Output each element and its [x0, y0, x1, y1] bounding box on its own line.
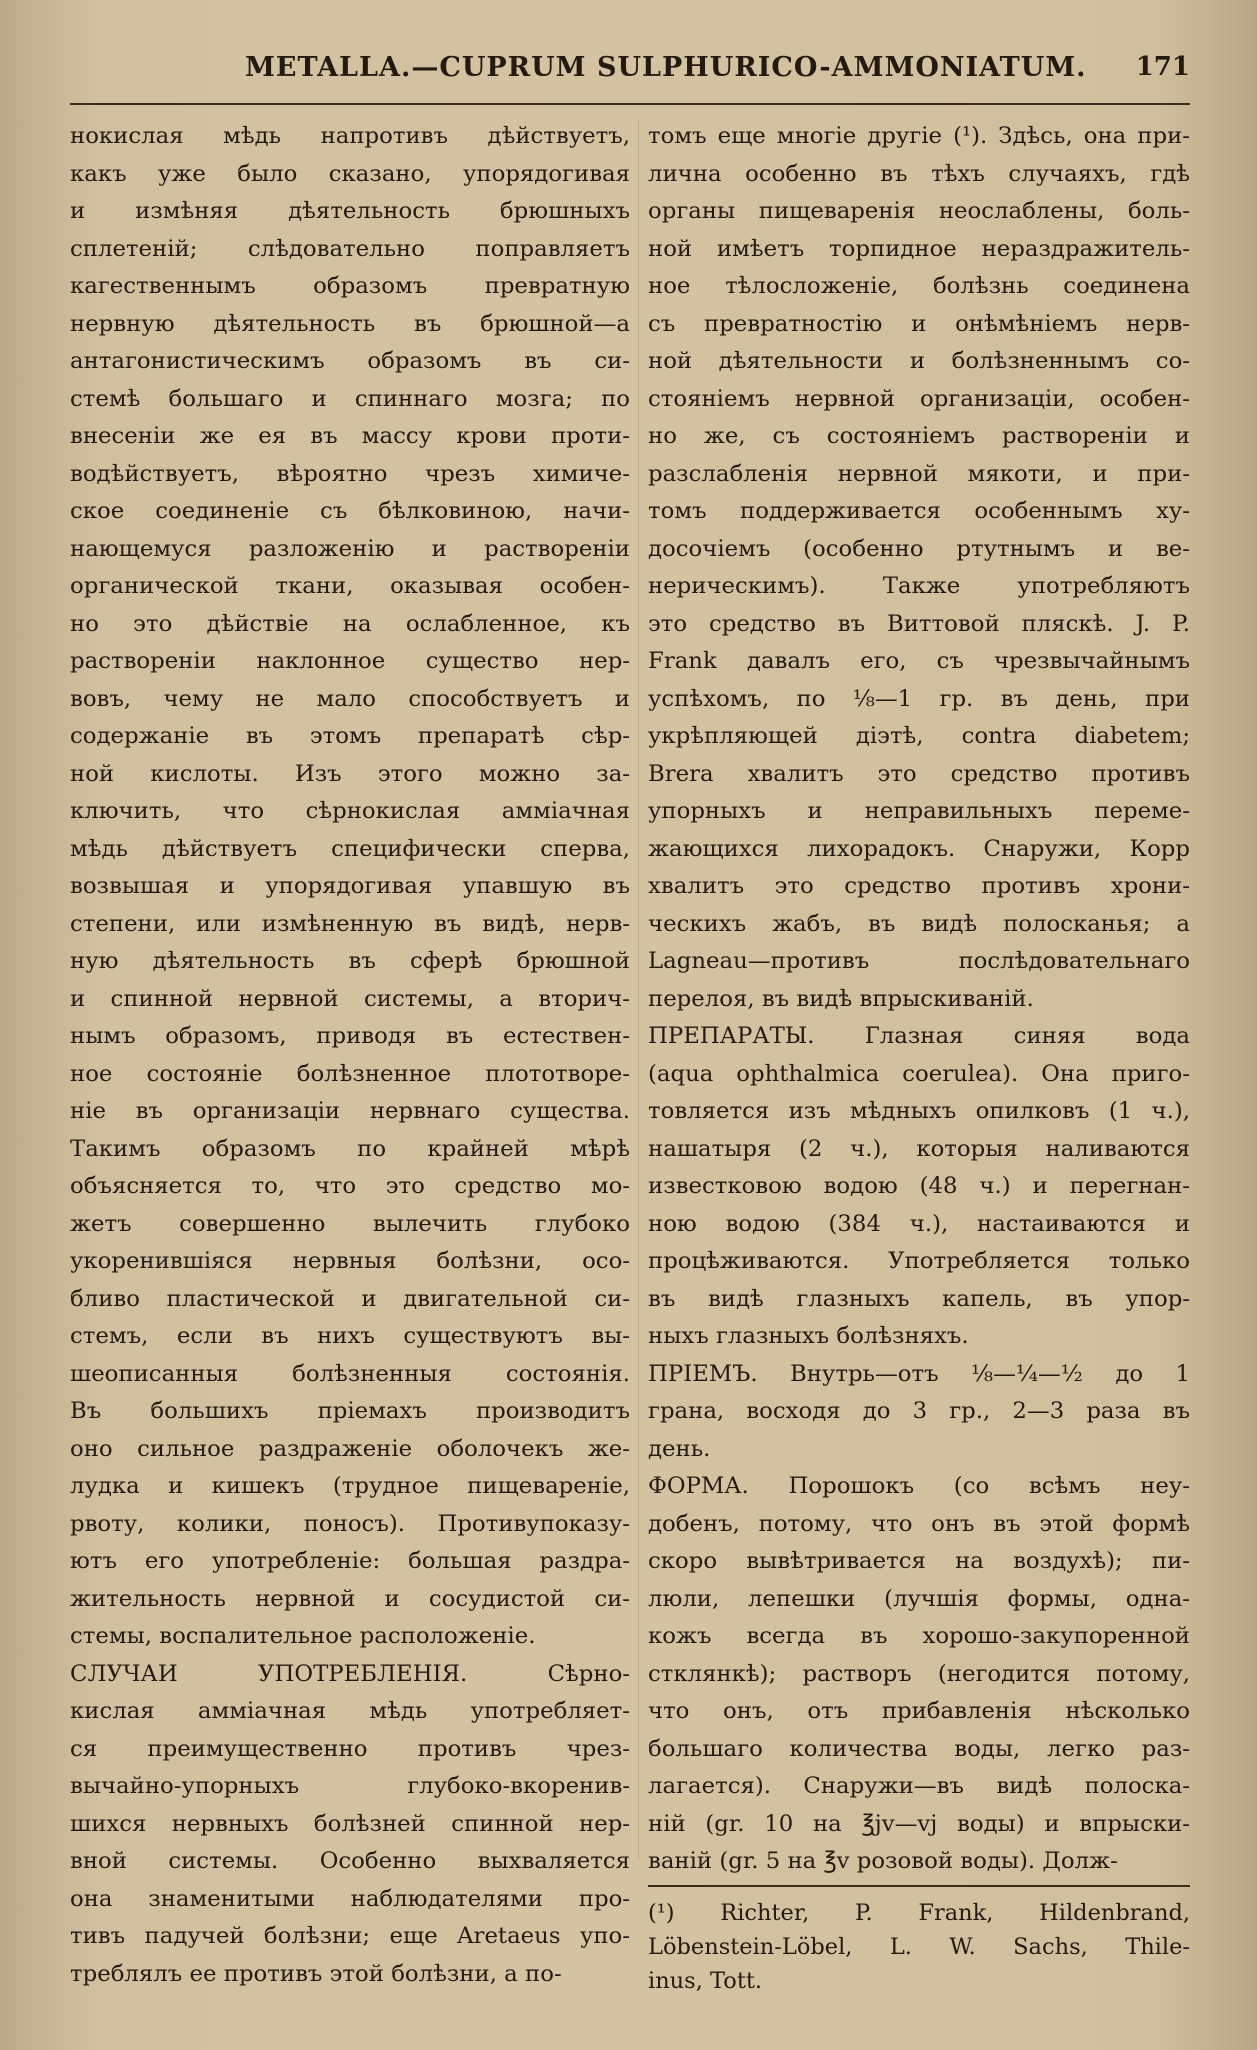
page-number: 171: [1135, 52, 1190, 82]
text-line: вной системы. Особенно выхваляется: [70, 1848, 630, 1874]
text-line: ное состояніе болѣзненное плототворе-: [70, 1060, 630, 1087]
text-line: нымъ образомъ, приводя въ естествен-: [70, 1023, 630, 1049]
text-line: ное тѣлосложеніе, болѣзнь соединена: [648, 273, 1190, 299]
text-line: нающемуся разложенію и раствореніи: [70, 535, 630, 562]
text-line: ключить, что сѣрнокислая аммiачная: [70, 798, 630, 824]
text-line: кислая аммiачная мѣдь употребляет-: [70, 1698, 630, 1724]
text-line: жающихся лихорадокъ. Снаружи, Корр: [648, 835, 1190, 862]
text-line: упорныхъ и неправильныхъ переме-: [648, 798, 1190, 824]
text-line: процѣживаются. Употребляется только: [648, 1248, 1190, 1274]
text-line: лична особенно въ тѣхъ случаяхъ, гдѣ: [648, 160, 1190, 187]
text-line: ваній (gr. 5 на ℥v розовой воды). Долж-: [648, 1848, 1118, 1874]
footnote-line: (¹) Richter, P. Frank, Hildenbrand,: [648, 1900, 1190, 1926]
text-line: оно сильное раздраженіе оболочекъ же-: [70, 1435, 630, 1462]
text-line: ній (gr. 10 на ℥jv—vj воды) и впрыски-: [648, 1810, 1190, 1837]
text-line: жительность нервной и сосудистой си-: [70, 1585, 630, 1612]
text-line: Brera хвалитъ это средство противъ: [648, 760, 1190, 787]
text-line: успѣхомъ, по ⅛—1 гр. въ день, при: [648, 685, 1190, 712]
text-line: стклянкѣ); растворъ (негодится потому,: [648, 1660, 1190, 1687]
text-line: ную дѣятельность въ сферѣ брюшной: [70, 948, 630, 974]
text-line: ною водою (384 ч.), настаиваются и: [648, 1210, 1190, 1237]
text-line: хвалитъ это средство противъ хрони-: [648, 873, 1190, 899]
text-line: стемы, воспалительное расположеніе.: [70, 1623, 536, 1649]
text-line: ческихъ жабъ, въ видѣ полосканья; а: [648, 910, 1190, 937]
text-line: нерическимъ). Также употребляютъ: [648, 573, 1190, 599]
text-line: содержаніе въ этомъ препаратѣ сѣр-: [70, 723, 630, 749]
text-line: известковою водою (48 ч.) и перегнан-: [648, 1173, 1190, 1199]
text-line: томъ поддерживается особеннымъ ху-: [648, 498, 1190, 524]
text-line: ной кислоты. Изъ этого можно за-: [70, 760, 630, 787]
text-line: треблялъ ее противъ этой болѣзни, а по-: [70, 1960, 562, 1987]
text-line: перелоя, въ видѣ впрыскиваній.: [648, 985, 1034, 1012]
text-line: Lagneau—противъ послѣдовательнаго: [648, 948, 1190, 974]
text-line: ское соединеніе съ бѣлковиною, начи-: [70, 498, 630, 524]
text-line: товляется изъ мѣдныхъ опилковъ (1 ч.),: [648, 1098, 1190, 1124]
text-line: рвоту, колики, поносъ). Противупоказу-: [70, 1510, 630, 1537]
text-line: органической ткани, оказывая особен-: [70, 573, 630, 599]
text-line: тивъ падучей болѣзни; еще Aretaeus упо-: [70, 1923, 630, 1949]
text-line: объясняется то, что это средство мо-: [70, 1173, 630, 1199]
text-line: водѣйствуетъ, вѣроятно чрезъ химиче-: [70, 460, 630, 487]
running-title: METALLA.—CUPRUM SULPHURICO-AMMONIATUM.: [245, 52, 1087, 83]
text-line: кожъ всегда въ хорошо-закупоренной: [648, 1623, 1190, 1649]
text-line: степени, или измѣненную въ видѣ, нерв-: [70, 910, 630, 937]
text-line: укоренившіяся нервныя болѣзни, осо-: [70, 1248, 630, 1274]
text-line: стояніемъ нервной организаціи, особен-: [648, 385, 1190, 412]
text-line: вычайно-упорныхъ глубоко-вкоренив-: [70, 1773, 630, 1799]
left-column: [70, 118, 630, 1993]
text-line: мѣдь дѣйствуетъ специфически сперва,: [70, 835, 630, 862]
text-line: внесеніи же ея въ массу крови проти-: [70, 423, 630, 449]
page-header: [245, 52, 1190, 92]
text-line: но это дѣйствіе на ослабленное, къ: [70, 610, 630, 637]
text-line: и измѣняя дѣятельность брюшныхъ: [70, 198, 630, 224]
text-line: укрѣпляющей діэтѣ, contra diabetem;: [648, 723, 1190, 749]
text-line: ніе въ организаціи нервнаго существа.: [70, 1098, 630, 1124]
text-line: нокислая мѣдь напротивъ дѣйствуетъ,: [70, 123, 630, 149]
text-line: досочіемъ (особенно ртутнымъ и ве-: [648, 535, 1190, 562]
text-line: лагается). Снаружи—въ видѣ полоска-: [648, 1773, 1190, 1799]
text-line: ся преимущественно противъ чрез-: [70, 1735, 630, 1762]
text-line: стемъ, если въ нихъ существуютъ вы-: [70, 1323, 630, 1349]
text-line: (aqua ophthalmica coerulea). Она приго-: [648, 1060, 1190, 1087]
text-line: что онъ, отъ прибавленія нѣсколько: [648, 1698, 1190, 1724]
text-line: Такимъ образомъ по крайней мѣрѣ: [70, 1135, 630, 1162]
text-line: кагественнымъ образомъ превратную: [70, 273, 630, 299]
text-line: люли, лепешки (лучшія формы, одна-: [648, 1585, 1190, 1612]
text-line: ПРІЕМЪ. Внутрь—отъ ⅛—¼—½ до 1: [648, 1360, 1190, 1387]
footnote-rule: [648, 1885, 1190, 1887]
text-line: она знаменитыми наблюдателями про-: [70, 1885, 630, 1912]
text-line: но же, съ состояніемъ раствореніи и: [648, 423, 1190, 449]
text-line: органы пищеваренія неослаблены, боль-: [648, 198, 1190, 224]
text-line: ПРЕПАРАТЫ. Глазная синяя вода: [648, 1023, 1190, 1049]
text-line: томъ еще многіе другіе (¹). Здѣсь, она при-: [648, 123, 1190, 149]
text-line: въ видѣ глазныхъ капель, въ упор-: [648, 1285, 1190, 1312]
text-line: какъ уже было сказано, упорядогивая: [70, 160, 630, 187]
text-line: нашатыря (2 ч.), которыя наливаются: [648, 1135, 1190, 1162]
text-line: нервную дѣятельность въ брюшной—а: [70, 310, 630, 337]
text-line: грана, восходя до 3 гр., 2—3 раза въ: [648, 1398, 1190, 1424]
text-line: ютъ его употребленіе: большая раздра-: [70, 1548, 630, 1574]
text-line: лудка и кишекъ (трудное пищевареніе,: [70, 1473, 630, 1499]
text-line: вовъ, чему не мало способствуетъ и: [70, 685, 630, 712]
column-gutter: [638, 120, 639, 1860]
text-line: скоро вывѣтривается на воздухѣ); пи-: [648, 1548, 1190, 1574]
header-rule: [70, 103, 1190, 105]
text-line: разслабленія нервной мякоти, и при-: [648, 460, 1190, 487]
text-line: антагонистическимъ образомъ въ си-: [70, 348, 630, 374]
text-line: возвышая и упорядогивая упавшую въ: [70, 873, 630, 899]
text-line: ФОРМА. Порошокъ (со всѣмъ неу-: [648, 1473, 1190, 1499]
footnote-line: Löbenstein-Löbel, L. W. Sachs, Thile-: [648, 1934, 1190, 1960]
footnote: [648, 1896, 1190, 1998]
text-line: сплетеній; слѣдовательно поправляетъ: [70, 235, 630, 262]
text-line: и спинной нервной системы, а вторич-: [70, 985, 630, 1012]
right-column: [648, 118, 1190, 1881]
text-line: СЛУЧАИ УПОТРЕБЛЕНІЯ. Сѣрно-: [70, 1660, 630, 1687]
text-line: ной имѣетъ торпидное нераздражитель-: [648, 235, 1190, 262]
text-line: бливо пластической и двигательной си-: [70, 1285, 630, 1312]
text-line: раствореніи наклонное существо нер-: [70, 648, 630, 674]
text-line: шихся нервныхъ болѣзней спинной нер-: [70, 1810, 630, 1837]
footnote-line: inus, Tott.: [648, 1968, 763, 1994]
text-line: стемѣ большаго и спиннаго мозга; по: [70, 385, 630, 412]
text-line: это средство въ Виттовой пляскѣ. J. P.: [648, 610, 1190, 637]
text-line: Въ большихъ пріемахъ производитъ: [70, 1398, 630, 1424]
text-line: ныхъ глазныхъ болѣзняхъ.: [648, 1323, 969, 1349]
text-line: большаго количества воды, легко раз-: [648, 1735, 1190, 1762]
text-line: Frank давалъ его, съ чрезвычайнымъ: [648, 648, 1190, 674]
text-line: шеописанныя болѣзненныя состоянія.: [70, 1360, 630, 1387]
text-line: день.: [648, 1435, 711, 1462]
text-line: ной дѣятельности и болѣзненнымъ со-: [648, 348, 1190, 374]
text-line: съ превратностію и онѣмѣніемъ нерв-: [648, 310, 1190, 337]
text-line: жетъ совершенно вылечить глубоко: [70, 1210, 630, 1237]
text-line: добенъ, потому, что онъ въ этой формѣ: [648, 1510, 1190, 1537]
